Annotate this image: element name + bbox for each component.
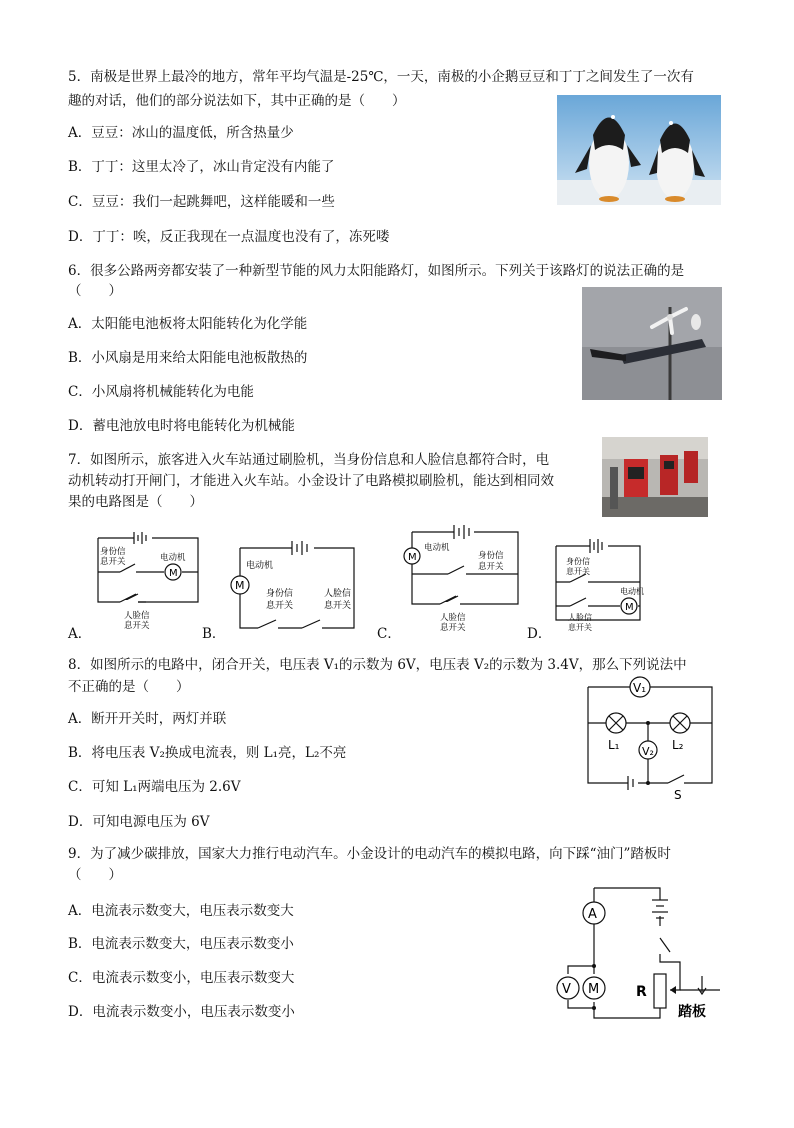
q8-l2-label: L₂ <box>672 738 684 752</box>
q9-resistor-label: R <box>636 984 647 1000</box>
circuit-b-motor-symbol: M <box>235 579 245 592</box>
q8-stem-line1: 8．如图所示的电路中，闭合开关，电压表 V₁的示数为 6V，电压表 V₂的示数为 3.4V，那么下列说法中 <box>68 657 687 673</box>
q7-stem-line1: 7．如图所示，旅客进入火车站通过刷脸机，当身份信息和人脸信息都符合时，电 <box>68 452 550 468</box>
circuit-b-motor-label: 电动机 <box>246 561 274 571</box>
circuit-d-id-label2: 息开关 <box>566 567 590 576</box>
circuit-d-motor-symbol: M <box>625 602 634 613</box>
q9-pedal-label: 踏板 <box>678 1004 706 1020</box>
q5-option-d: D．丁丁：唉，反正我现在一点温度也没有了，冻死喽 <box>68 229 390 245</box>
circuit-d-id-label1: 身份信 <box>566 557 590 566</box>
circuit-c-face-label1: 人脸信 <box>440 613 466 623</box>
circuit-a-id-label1: 身份信 <box>100 547 126 557</box>
q9-option-a: A．电流表示数变大，电压表示数变大 <box>68 903 294 919</box>
q9-motor-symbol: M <box>588 982 600 997</box>
q8-v2-symbol: V₂ <box>642 745 654 758</box>
q5-stem-line1: 5．南极是世界上最冷的地方，常年平均气温是-25℃，一天，南极的小企鹅豆豆和丁丁之间发生了一次有 <box>68 69 694 85</box>
q8-v1-symbol: V₁ <box>633 681 647 695</box>
circuit-option-a <box>90 530 210 638</box>
circuit-a-motor-label: 电动机 <box>160 553 186 563</box>
q9-option-b: B．电流表示数变大，电压表示数变小 <box>68 936 294 952</box>
q9-stem-line2: （ ） <box>68 867 122 883</box>
circuit-option-d <box>548 536 658 636</box>
q8-option-c: C．可知 L₁两端电压为 2.6V <box>68 779 241 795</box>
q8-option-a: A．断开开关时，两灯并联 <box>68 711 227 727</box>
q5-option-c: C．豆豆：我们一起跳舞吧，这样能暖和一些 <box>68 194 335 210</box>
q8-circuit-diagram <box>580 675 720 800</box>
circuit-c-id-label1: 身份信 <box>478 551 504 561</box>
circuit-a-id-label2: 息开关 <box>100 557 126 567</box>
q8-l1-label: L₁ <box>608 738 620 752</box>
q8-option-d: D．可知电源电压为 6V <box>68 814 210 830</box>
q7-option-a-label: A． <box>68 626 92 642</box>
q6-option-a: A．太阳能电池板将太阳能转化为化学能 <box>68 316 308 332</box>
q5-stem-line2: 趣的对话，他们的部分说法如下，其中正确的是（ ） <box>68 93 406 109</box>
q6-option-c: C．小风扇将机械能转化为电能 <box>68 384 254 400</box>
q6-option-d: D．蓄电池放电时将电能转化为机械能 <box>68 418 295 434</box>
circuit-c-motor-label: 电动机 <box>424 543 450 553</box>
penguins-photo <box>557 95 721 205</box>
circuit-a-motor-symbol: M <box>169 568 178 579</box>
q9-option-c: C．电流表示数变小，电压表示数变大 <box>68 970 295 986</box>
circuit-b-id-label1: 身份信 <box>266 589 294 599</box>
circuit-c-face-label2: 息开关 <box>440 623 466 633</box>
circuit-d-motor-label: 电动机 <box>620 587 644 596</box>
circuit-option-c <box>398 522 528 634</box>
q6-stem-line1: 6．很多公路两旁都安装了一种新型节能的风力太阳能路灯，如图所示。下列关于该路灯的说法正确的是 <box>68 263 685 279</box>
circuit-option-b <box>222 536 372 636</box>
circuit-c-id-label2: 息开关 <box>478 562 504 572</box>
q7-option-d-label: D． <box>527 626 552 642</box>
circuit-b-id-label2: 息开关 <box>266 601 294 611</box>
circuit-d-face-label1: 人脸信 <box>568 613 592 622</box>
q7-option-c-label: C． <box>377 626 401 642</box>
circuit-b-face-label2: 息开关 <box>324 601 352 611</box>
q9-stem-line1: 9．为了减少碳排放，国家大力推行电动汽车。小金设计的电动汽车的模拟电路，向下踩“油门”踏板时 <box>68 846 671 862</box>
q9-option-d: D．电流表示数变小，电压表示数变小 <box>68 1004 295 1020</box>
circuit-a-face-label2: 息开关 <box>124 621 150 631</box>
circuit-b-face-label1: 人脸信 <box>324 589 352 599</box>
q7-stem-line3: 果的电路图是（ ） <box>68 494 203 510</box>
q8-stem-line2: 不正确的是（ ） <box>68 679 190 695</box>
q6-option-b: B．小风扇是用来给太阳能电池板散热的 <box>68 350 308 366</box>
circuit-c-motor-symbol: M <box>408 552 417 563</box>
q8-option-b: B．将电压表 V₂换成电流表，则 L₁亮，L₂不亮 <box>68 745 347 761</box>
q6-stem-line2: （ ） <box>68 283 122 299</box>
q5-option-b: B．丁丁：这里太冷了，冰山肯定没有内能了 <box>68 159 335 175</box>
q9-ammeter-symbol: A <box>588 907 597 922</box>
street-lamp-photo <box>582 287 722 400</box>
q9-circuit-diagram <box>552 880 722 1030</box>
face-scan-gate-photo <box>602 437 708 517</box>
circuit-a-face-label1: 人脸信 <box>124 611 150 621</box>
q7-option-b-label: B． <box>202 626 226 642</box>
q7-stem-line2: 动机转动打开闸门，才能进入火车站。小金设计了电路模拟刷脸机，能达到相同效 <box>68 473 554 489</box>
q5-option-a: A．豆豆：冰山的温度低，所含热量少 <box>68 125 294 141</box>
circuit-d-face-label2: 息开关 <box>568 623 592 632</box>
q9-voltmeter-symbol: V <box>562 982 571 997</box>
q8-switch-label: S <box>674 788 682 800</box>
